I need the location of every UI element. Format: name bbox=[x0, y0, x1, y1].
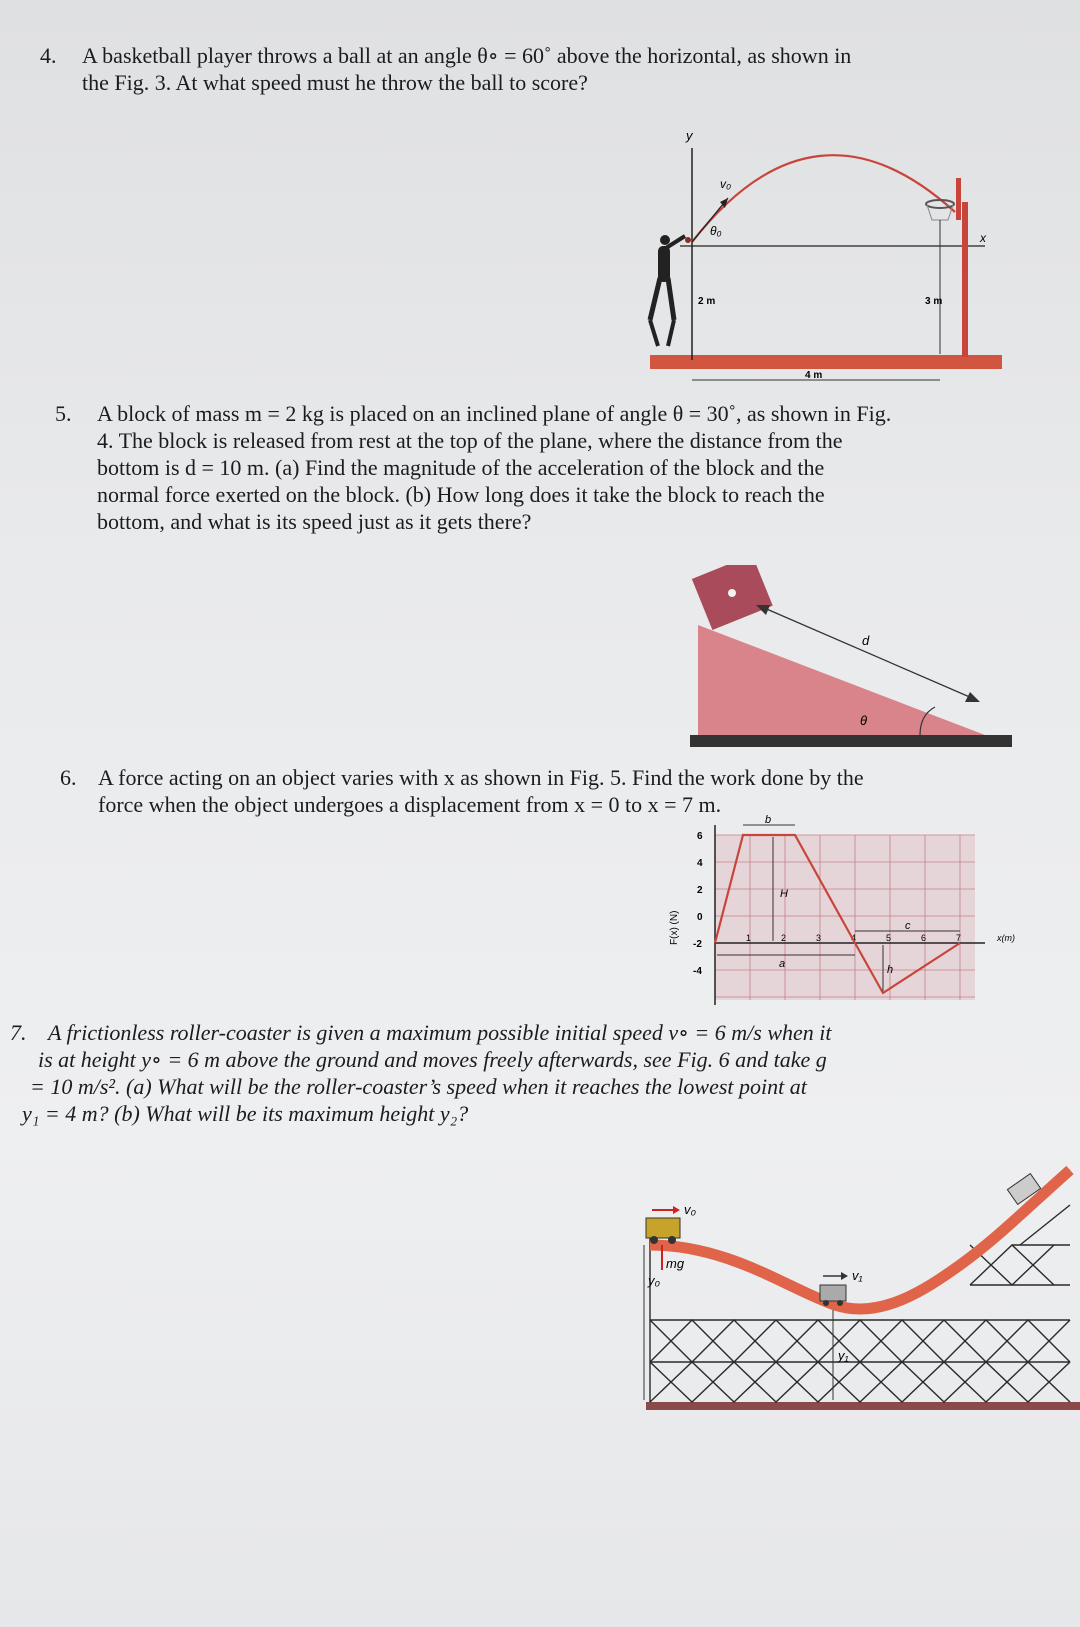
v0-arrowhead bbox=[673, 1206, 680, 1214]
figure-4-inclined-plane bbox=[690, 565, 1015, 765]
block-center-dot bbox=[728, 589, 736, 597]
question-number: 4. bbox=[40, 43, 57, 68]
question-text-line: A basketball player throws a ball at an angle θ∘ = 60˚ above the horizontal, as shown in bbox=[82, 43, 852, 68]
ball-trajectory bbox=[692, 155, 955, 242]
question-6 bbox=[60, 764, 1060, 818]
v0-label: v₀ bbox=[720, 177, 732, 191]
distance-arrowhead-bottom bbox=[965, 692, 980, 702]
y-tick: -4 bbox=[693, 966, 702, 977]
player-silhouette bbox=[650, 235, 685, 346]
x-tick: 4 bbox=[851, 933, 857, 943]
y1-label: y₁ bbox=[838, 1348, 849, 1363]
label-a: a bbox=[779, 958, 786, 970]
distance-label: d bbox=[862, 633, 870, 648]
figure-5-force-graph bbox=[655, 815, 1055, 1010]
block bbox=[692, 565, 773, 630]
question-text-line: A block of mass m = 2 kg is placed on an inclined plane of angle θ = 30˚, as shown in Fig. bbox=[97, 401, 892, 426]
y-axis-label: y bbox=[686, 128, 693, 143]
graph-background bbox=[715, 835, 975, 1000]
x-tick: 3 bbox=[816, 933, 822, 943]
x-tick: 6 bbox=[921, 933, 927, 943]
y-axis-label: F(x) (N) bbox=[669, 910, 680, 945]
question-text-line: bottom is d = 10 m. (a) Find the magnitude of the acceleration of the block and the bbox=[97, 455, 825, 480]
label-h: h bbox=[887, 964, 894, 976]
label-H: H bbox=[780, 888, 788, 900]
x-tick: 1 bbox=[746, 933, 752, 943]
question-text-line: the Fig. 3. At what speed must he throw the ball to score? bbox=[82, 70, 588, 95]
question-text-line: = 10 m/s². (a) What will be the roller-coaster’s speed when it reaches the lowest point at bbox=[30, 1074, 807, 1099]
question-number: 5. bbox=[55, 401, 72, 426]
figure-6-roller-coaster bbox=[640, 1150, 1080, 1420]
y-tick: -2 bbox=[693, 939, 702, 950]
y0-label: y₀ bbox=[648, 1273, 660, 1288]
x-axis-label: x bbox=[980, 231, 986, 245]
question-text-line: 4. The block is released from rest at the top of the plane, where the distance from the bbox=[97, 428, 843, 453]
y-tick: 2 bbox=[697, 885, 703, 896]
dimension-2m: 2 m bbox=[698, 296, 716, 307]
question-5 bbox=[55, 400, 1055, 535]
question-text-line: y₁ = 4 m? (b) What will be its maximum height y₂? bbox=[22, 1101, 469, 1126]
v0-label: v₀ bbox=[684, 1202, 696, 1217]
ground bbox=[690, 735, 1012, 747]
coaster-track bbox=[650, 1170, 1070, 1309]
floor bbox=[650, 355, 1002, 369]
question-number: 6. bbox=[60, 765, 77, 790]
question-7 bbox=[10, 1019, 1070, 1127]
ball bbox=[685, 237, 691, 243]
x-tick: 7 bbox=[956, 933, 962, 943]
hoop-pole bbox=[962, 202, 968, 357]
backboard bbox=[956, 178, 961, 220]
v1-label: v₁ bbox=[852, 1268, 863, 1283]
question-text-line: A force acting on an object varies with x as shown in Fig. 5. Find the work done by the bbox=[98, 765, 864, 790]
v1-arrowhead bbox=[841, 1272, 848, 1280]
hoop-rim bbox=[926, 200, 954, 208]
dimension-3m: 3 m bbox=[925, 296, 943, 307]
theta0-label: θ₀ bbox=[710, 224, 722, 238]
figure-3-basketball bbox=[640, 120, 1020, 390]
x-axis-label: x(m) bbox=[997, 933, 1015, 943]
x-tick: 5 bbox=[886, 933, 892, 943]
question-text-line: is at height y∘ = 6 m above the ground and moves freely afterwards, see Fig. 6 and take g bbox=[38, 1047, 827, 1072]
question-text-line: normal force exerted on the block. (b) How long does it take the block to reach the bbox=[97, 482, 825, 507]
question-text-line: A frictionless roller-coaster is given a maximum possible initial speed v∘ = 6 m/s when it bbox=[48, 1020, 832, 1045]
support-lattice bbox=[650, 1170, 1070, 1402]
question-text-line: bottom, and what is its speed just as it gets there? bbox=[97, 509, 532, 534]
label-c: c bbox=[905, 920, 911, 932]
question-text-line: force when the object undergoes a displacement from x = 0 to x = 7 m. bbox=[98, 792, 722, 817]
ground bbox=[646, 1402, 1080, 1410]
mg-label: mg bbox=[666, 1256, 685, 1271]
y-tick: 0 bbox=[697, 912, 703, 923]
x-tick: 2 bbox=[781, 933, 787, 943]
y-tick: 4 bbox=[697, 858, 703, 869]
y-tick: 6 bbox=[697, 831, 703, 842]
dimension-4m: 4 m bbox=[805, 370, 823, 381]
angle-label: θ bbox=[860, 713, 868, 728]
label-b: b bbox=[765, 815, 772, 826]
question-number: 7. bbox=[10, 1020, 27, 1045]
question-4 bbox=[40, 42, 1040, 96]
